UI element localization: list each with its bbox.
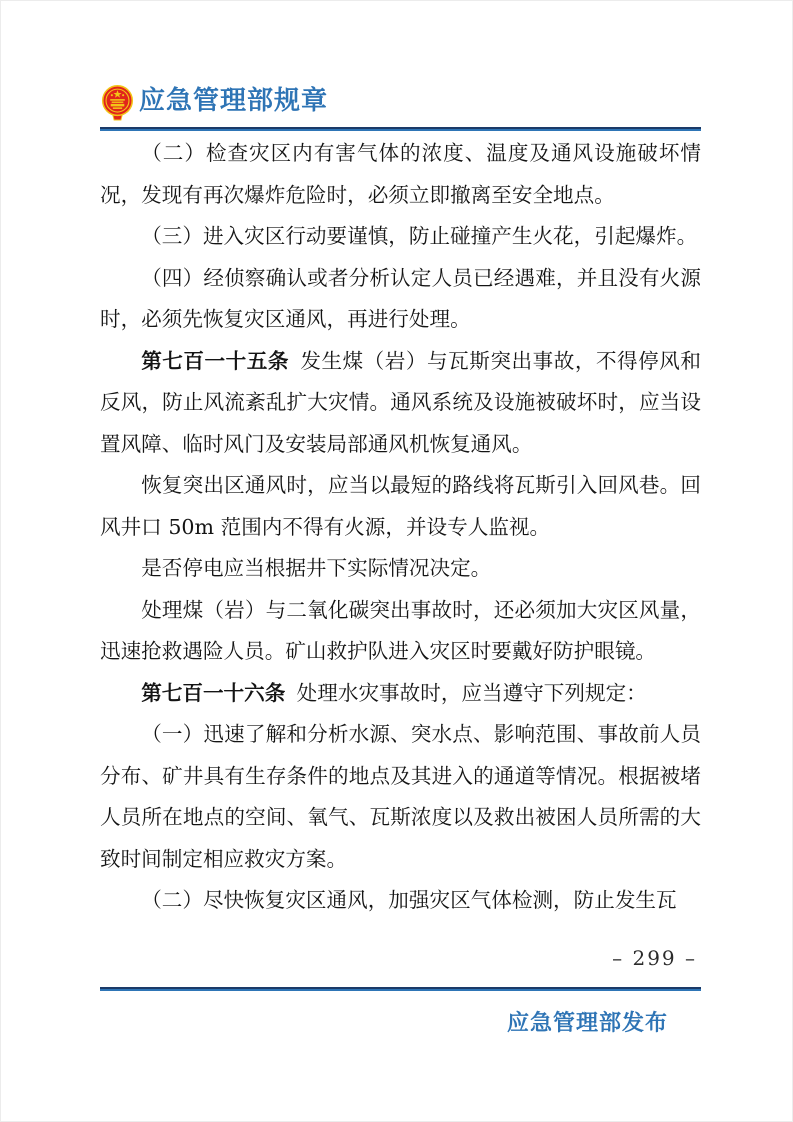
china-national-emblem-icon bbox=[100, 84, 135, 122]
article-number: 第七百一十六条 bbox=[141, 680, 286, 705]
article-number: 第七百一十五条 bbox=[141, 348, 289, 373]
paragraph-text: 处理水灾事故时，应当遵守下列规定： bbox=[296, 680, 647, 705]
paragraph-text: （二）检查灾区内有害气体的浓度、温度及通风设施破坏情况，发现有再次爆炸危险时，必须立即撤离至安全地点。 bbox=[100, 141, 701, 207]
paragraph bbox=[100, 590, 701, 673]
paragraph bbox=[100, 465, 701, 548]
paragraph-text: 恢复突出区通风时，应当以最短的路线将瓦斯引入回风巷。回风井口 50m 范围内不得有火源，并设专人监视。 bbox=[100, 473, 701, 539]
header-rule-divider bbox=[100, 127, 701, 131]
paragraph bbox=[100, 216, 701, 258]
page-header-title: 应急管理部规章 bbox=[139, 86, 329, 116]
paragraph-text: （四）经侦察确认或者分析认定人员已经遇难，并且没有火源时，必须先恢复灾区通风，再进行处理。 bbox=[100, 265, 701, 331]
paragraph bbox=[100, 673, 701, 715]
page-number: – 299 – bbox=[612, 946, 697, 970]
document-body bbox=[100, 133, 701, 922]
page-header bbox=[100, 84, 701, 131]
paragraph bbox=[100, 133, 701, 216]
footer-rule-divider bbox=[100, 987, 701, 991]
paragraph bbox=[100, 880, 701, 922]
paragraph bbox=[100, 714, 701, 880]
paragraph-text: 处理煤（岩）与二氧化碳突出事故时，还必须加大灾区风量，迅速抢救遇险人员。矿山救护队进入灾区时要戴好防护眼镜。 bbox=[100, 597, 701, 663]
paragraph-text: （三）进入灾区行动要谨慎，防止碰撞产生火花，引起爆炸。 bbox=[141, 224, 698, 248]
publisher-label: 应急管理部发布 bbox=[506, 1011, 668, 1036]
paragraph bbox=[100, 548, 701, 590]
paragraph-text: （一）迅速了解和分析水源、突水点、影响范围、事故前人员分布、矿井具有生存条件的地点及其进入的通道等情况。根据被堵人员所在地点的空间、氧气、瓦斯浓度以及救出被困人员所需的大致时间制定相应救灾方案。 bbox=[100, 722, 701, 871]
paragraph-text: 发生煤（岩）与瓦斯突出事故，不得停风和反风，防止风流紊乱扩大灾情。通风系统及设施被破坏时，应当设置风障、临时风门及安装局部通风机恢复通风。 bbox=[100, 348, 702, 456]
paragraph-text: （二）尽快恢复灾区通风，加强灾区气体检测，防止发生瓦 bbox=[141, 888, 677, 912]
paragraph bbox=[100, 341, 701, 466]
paragraph bbox=[100, 258, 701, 341]
paragraph-text: 是否停电应当根据井下实际情况决定。 bbox=[141, 556, 492, 580]
